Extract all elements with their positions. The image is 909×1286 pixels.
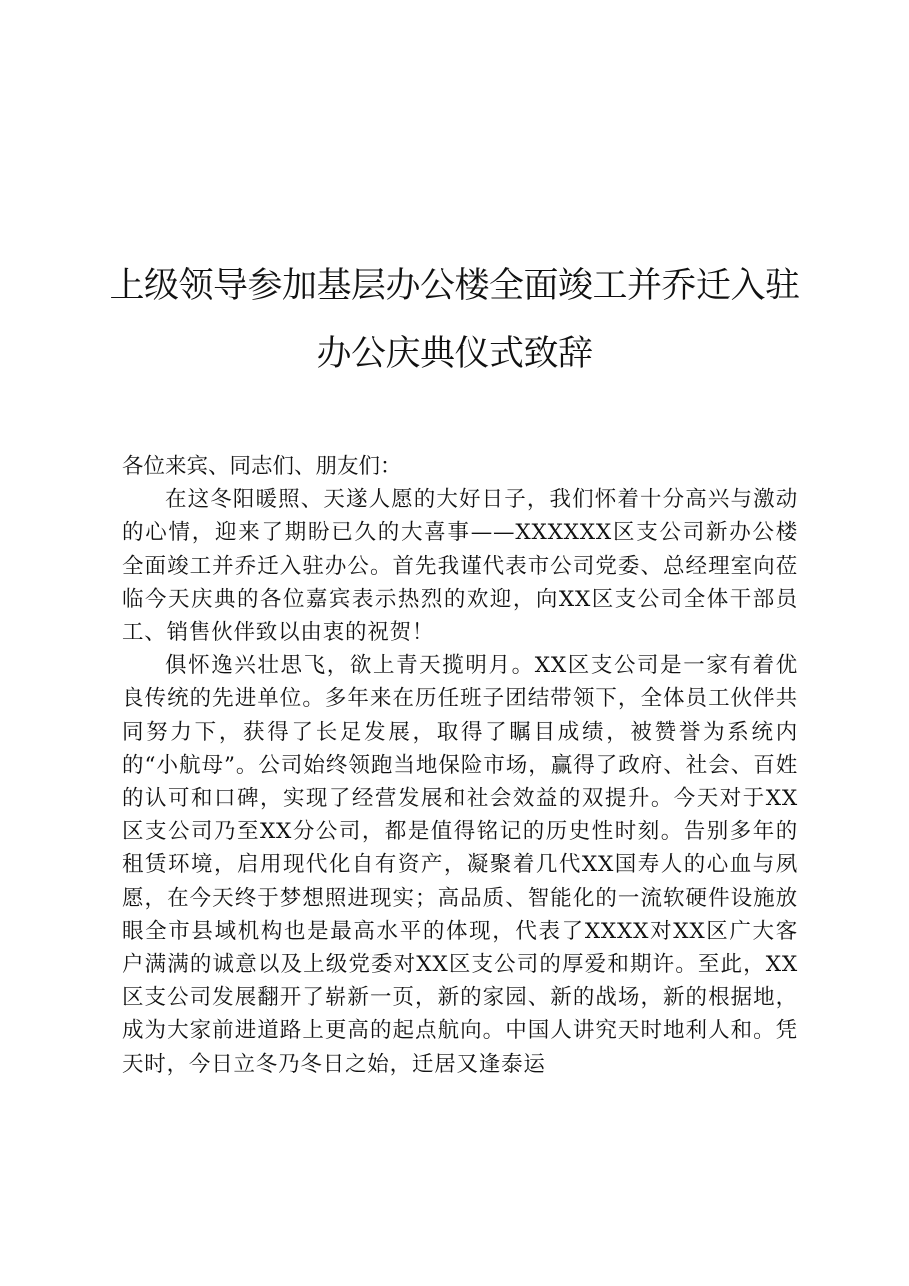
paragraph-history: 俱怀逸兴壮思飞，欲上青天揽明月。XX区支公司是一家有着优良传统的先进单位。多年来在历任班子团结带领下，全体员工伙伴共同努力下，获得了长足发展，取得了瞩目成绩，被赞誉为系统内的“小航母”。公司始终领跑当地保险市场，赢得了政府、社会、百姓的认可和口碑，实现了经营发展和社会效益的双提升。今天对于XX区支公司乃至XX分公司，都是值得铭记的历史性时刻。告别多年的租赁环境，启用现代化自有资产，凝聚着几代XX国寿人的心血与夙愿，在今天终于梦想照进现实；高品质、智能化的一流软硬件设施放眼全市县域机构也是最高水平的体现，代表了XXXX对XX区广大客户满满的诚意以及上级党委对XX区支公司的厚爱和期许。至此，XX区支公司发展翻开了崭新一页，新的家园、新的战场，新的根据地，成为大家前进道路上更高的起点航向。中国人讲究天时地利人和。凭天时，今日立冬乃冬日之始，迁居又逢泰运 [122, 653, 798, 1077]
document-body [122, 450, 798, 1081]
document-title-line-1: 上级领导参加基层办公楼全面竣工并乔迁入驻 [109, 266, 800, 306]
paragraph-greeting: 在这冬阳暖照、天遂人愿的大好日子，我们怀着十分高兴与激动的心情，迎来了期盼已久的大喜事——XXXXXX区支公司新办公楼全面竣工并乔迁入驻办公。首先我谨代表市公司党委、总经理室向莅临今天庆典的各位嘉宾表示热烈的欢迎，向XX区支公司全体干部员工、销售伙伴致以由衷的祝贺！ [122, 487, 798, 646]
salutation: 各位来宾、同志们、朋友们： [122, 454, 402, 479]
document-title-line-2: 办公庆典仪式致辞 [316, 334, 593, 374]
